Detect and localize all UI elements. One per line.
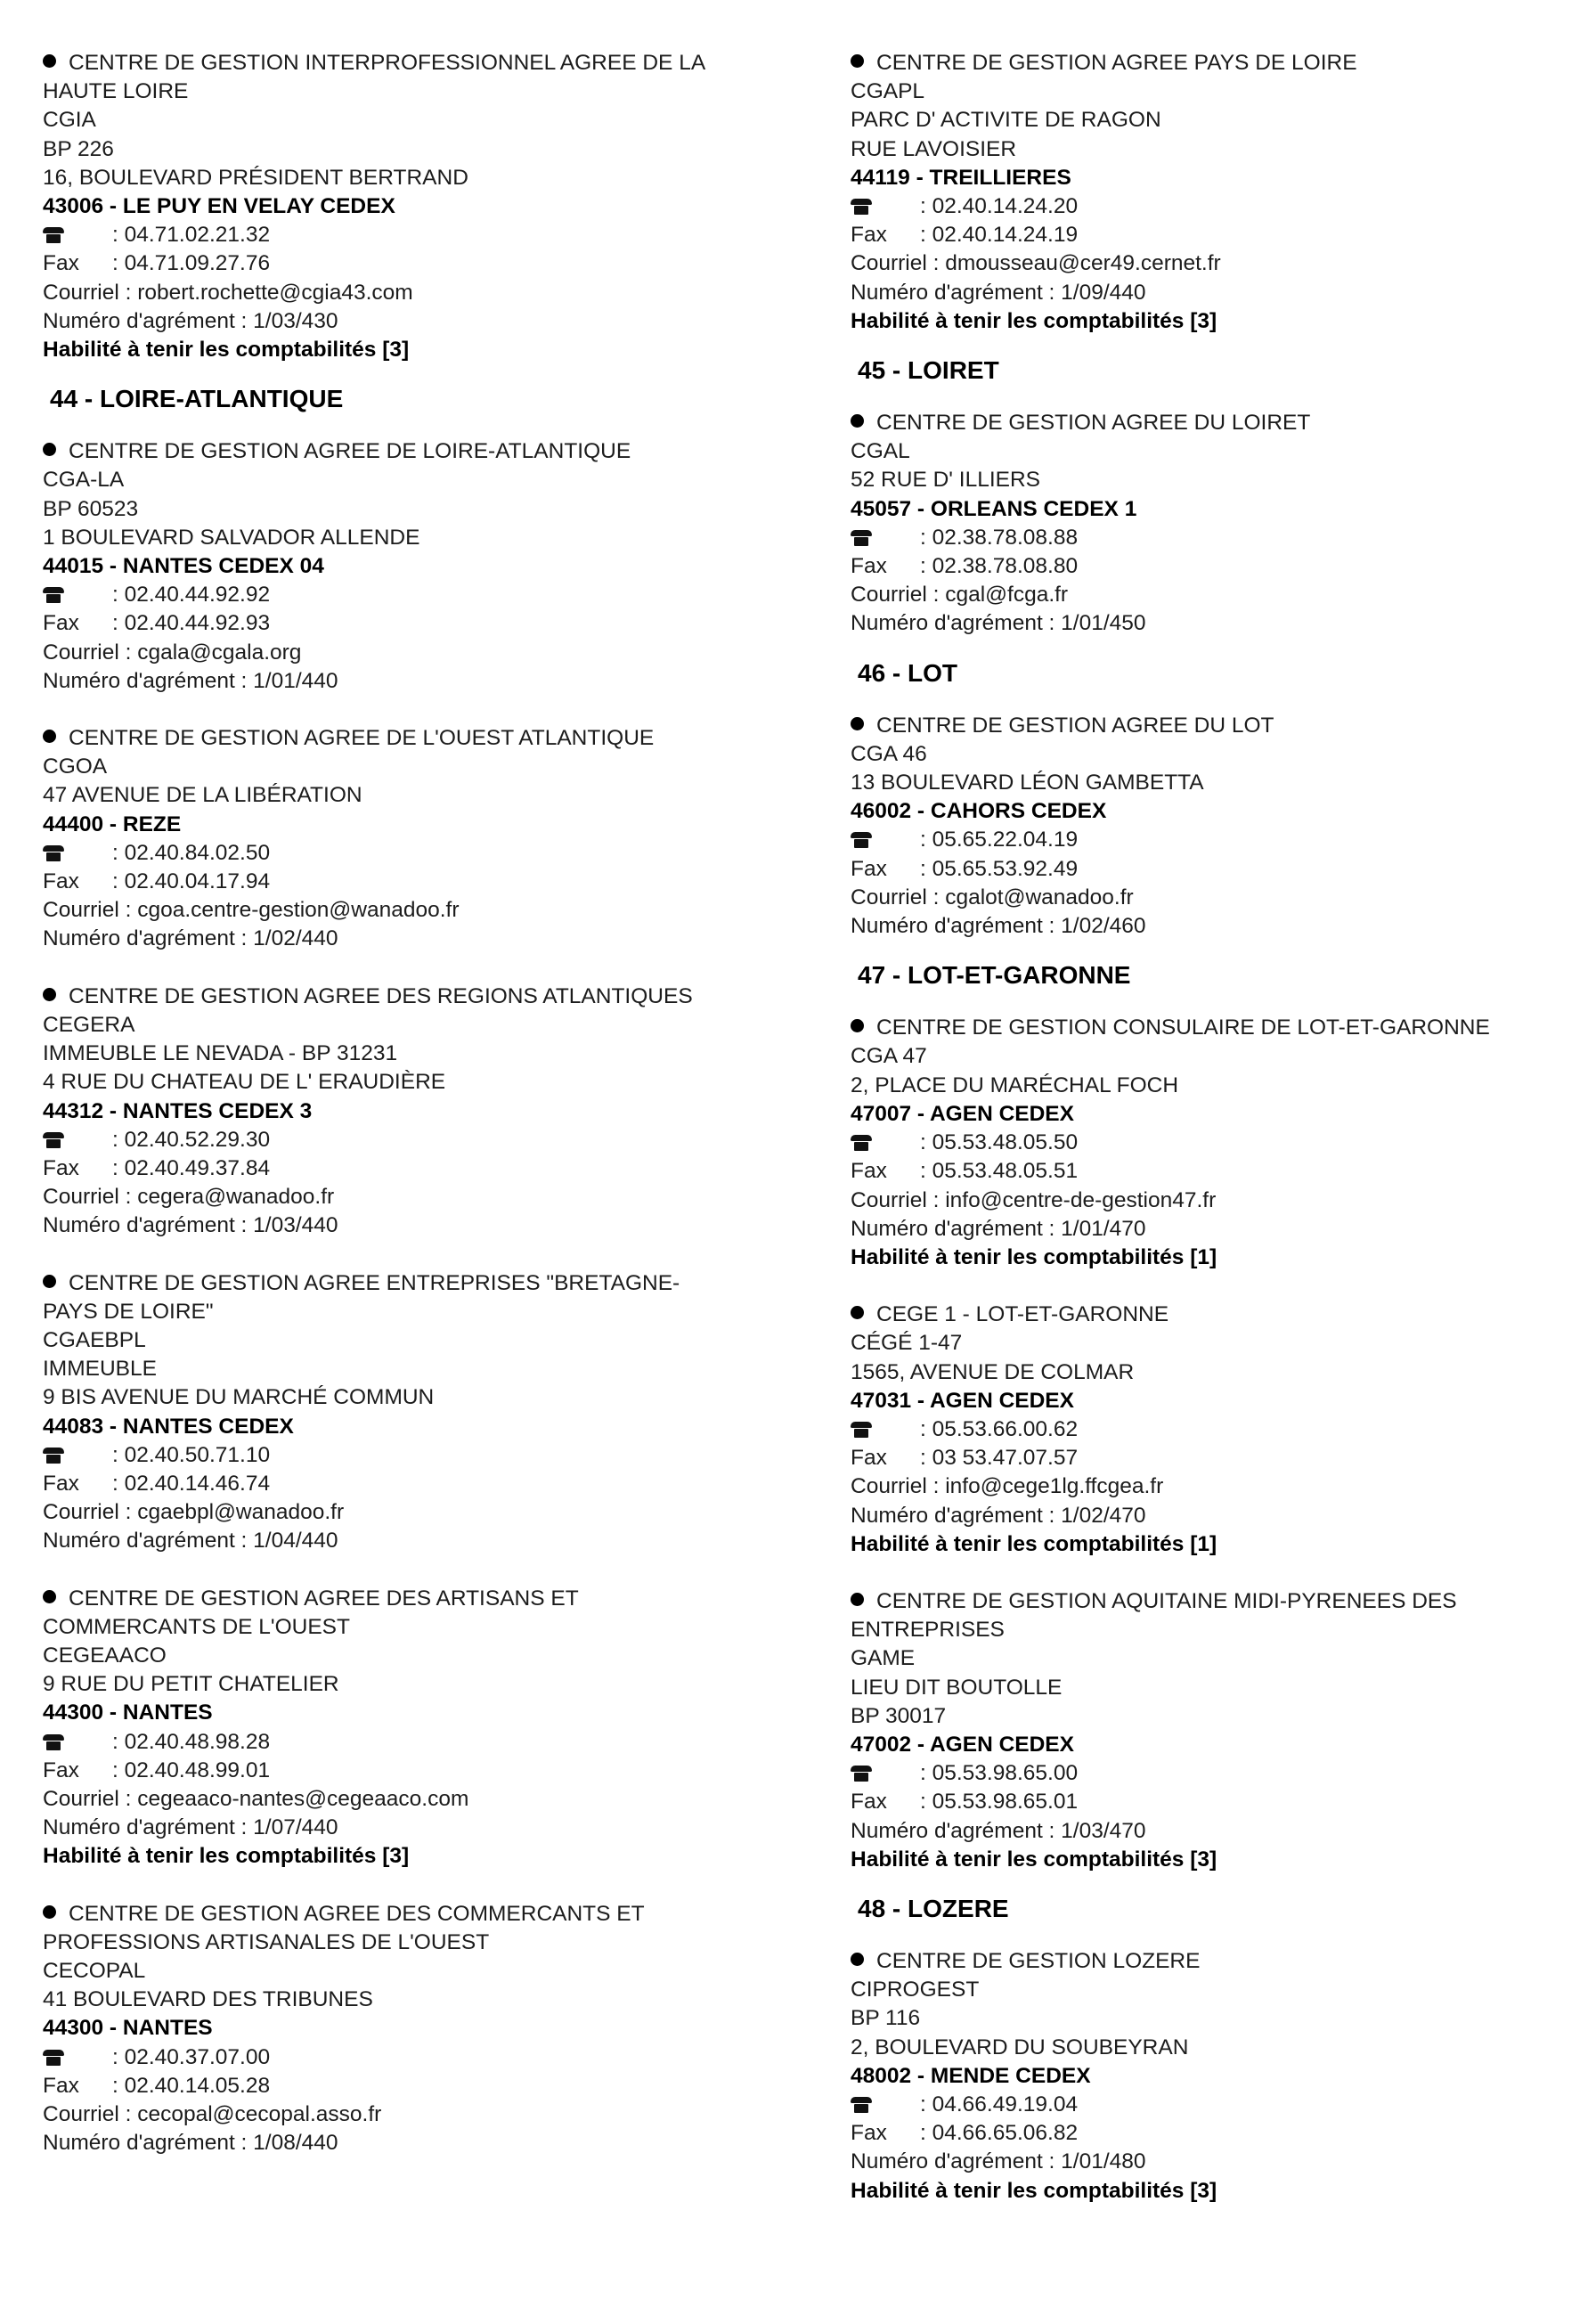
phone-number: : 02.40.37.07.00 (112, 2044, 271, 2069)
entry-city: 44119 - TREILLIERES (851, 165, 1071, 190)
entry-line-text: 2, BOULEVARD DU SOUBEYRAN (851, 2035, 1189, 2059)
entry-line-text: CGIA (43, 108, 96, 133)
entry-phone (43, 2043, 809, 2072)
entry-address-line (851, 1616, 1581, 1644)
fax-number: : 05.53.98.65.01 (920, 1790, 1079, 1815)
entry-line-text: BP 60523 (43, 496, 139, 521)
entry-agrement: Numéro d'agrément : 1/02/460 (851, 914, 1146, 939)
entry-line-text: GAME (851, 1646, 916, 1671)
phone-label (43, 221, 112, 249)
entry-address-line (851, 769, 1581, 797)
entry-fax (43, 868, 809, 896)
entry-line-text: CGA 47 (851, 1044, 927, 1069)
entry-name (851, 712, 1581, 740)
entry-line-text: PAYS DE LOIRE" (43, 1299, 214, 1324)
entry-email: Courriel : cgala@cgala.org (43, 640, 302, 665)
telephone-icon (851, 2097, 872, 2113)
directory-entry (851, 1014, 1581, 1272)
entry-line-text: CGA-LA (43, 468, 125, 493)
entry-agrement: Numéro d'agrément : 1/04/440 (43, 1529, 338, 1554)
entry-address-line (43, 781, 809, 810)
phone-label (43, 2043, 112, 2072)
entry-address-line (43, 1068, 809, 1097)
entry-address-line (43, 135, 809, 164)
entry-line-text: 16, BOULEVARD PRÉSIDENT BERTRAND (43, 165, 468, 190)
entry-address-line (43, 1929, 809, 1957)
fax-label: Fax (851, 223, 887, 248)
entry-name (43, 1585, 809, 1613)
entry-agrement: Numéro d'agrément : 1/02/440 (43, 926, 338, 951)
entry-name (851, 49, 1581, 77)
entry-line-text: CENTRE DE GESTION AGREE ENTREPRISES "BRETAGNE- (69, 1270, 680, 1295)
entry-name (43, 983, 809, 1011)
entry-name (851, 1301, 1581, 1329)
fax-label: Fax (851, 1159, 887, 1184)
entry-fax (851, 855, 1581, 884)
entry-phone (851, 524, 1581, 552)
fax-label: Fax (43, 2073, 79, 2098)
entry-address-line (43, 164, 809, 192)
fax-number: : 02.40.14.05.28 (112, 2073, 271, 2098)
entry-city: 48002 - MENDE CEDEX (851, 2063, 1091, 2088)
entry-agrement: Numéro d'agrément : 1/09/440 (851, 280, 1146, 305)
entry-line-text: CENTRE DE GESTION AGREE PAYS DE LOIRE (876, 51, 1357, 75)
entry-fax (851, 221, 1581, 249)
entry-line-text: CENTRE DE GESTION AGREE DU LOT (876, 713, 1274, 738)
fax-number: : 02.40.14.24.19 (920, 223, 1079, 248)
entry-line-text: COMMERCANTS DE L'OUEST (43, 1614, 350, 1639)
telephone-icon (43, 2050, 64, 2066)
phone-label (43, 581, 112, 609)
entry-address-line (851, 1042, 1581, 1071)
entry-address-line (43, 1670, 809, 1699)
entry-phone (43, 839, 809, 868)
entry-name (43, 49, 809, 77)
phone-number: : 02.40.44.92.92 (112, 583, 271, 608)
entry-address-line (43, 524, 809, 552)
entry-fax (851, 1157, 1581, 1186)
directory-entry (851, 49, 1581, 336)
entry-email: Courriel : cgaebpl@wanadoo.fr (43, 1500, 345, 1525)
entry-line-text: BP 30017 (851, 1703, 947, 1728)
fax-label: Fax (43, 1155, 79, 1180)
phone-number: : 04.71.02.21.32 (112, 223, 271, 248)
right-column (851, 49, 1581, 2234)
entry-line-text: CENTRE DE GESTION AQUITAINE MIDI-PYRENEES DES (876, 1588, 1457, 1613)
bullet-icon (43, 988, 56, 1001)
entry-city: 44400 - REZE (43, 811, 182, 836)
telephone-icon (851, 1135, 872, 1151)
phone-number: : 02.38.78.08.88 (920, 525, 1079, 550)
entry-city: 47007 - AGEN CEDEX (851, 1101, 1074, 1126)
entry-line-text: HAUTE LOIRE (43, 79, 189, 104)
phone-label (851, 1415, 920, 1444)
phone-number: : 02.40.48.98.28 (112, 1729, 271, 1754)
entry-address-line (851, 106, 1581, 135)
entry-email: Courriel : cegeaaco-nantes@cegeaaco.com (43, 1786, 469, 1811)
entry-address-line (851, 1329, 1581, 1358)
entry-agrement: Numéro d'agrément : 1/02/470 (851, 1503, 1146, 1528)
directory-entry (851, 1301, 1581, 1559)
fax-label: Fax (43, 869, 79, 894)
fax-number: : 02.40.14.46.74 (112, 1471, 271, 1496)
telephone-icon (851, 199, 872, 215)
entry-email: Courriel : cecopal@cecopal.asso.fr (43, 2102, 382, 2126)
directory-entry (851, 1587, 1581, 1874)
phone-label (851, 1129, 920, 1157)
entry-line-text: 52 RUE D' ILLIERS (851, 468, 1041, 493)
entry-address-line (43, 1642, 809, 1670)
entry-fax (851, 2119, 1581, 2148)
bullet-icon (43, 443, 56, 456)
entry-line-text: CGAEBPL (43, 1327, 146, 1352)
entry-city: 44015 - NANTES CEDEX 04 (43, 554, 324, 579)
fax-label: Fax (851, 856, 887, 881)
entry-line-text: ENTREPRISES (851, 1618, 1005, 1643)
bullet-icon (43, 1590, 56, 1603)
phone-label (43, 1126, 112, 1154)
fax-number: : 05.65.53.92.49 (920, 856, 1079, 881)
entry-address-line (43, 1298, 809, 1326)
phone-number: : 05.53.66.00.62 (920, 1416, 1079, 1441)
entry-line-text: CGOA (43, 754, 108, 779)
fax-number: : 02.38.78.08.80 (920, 554, 1079, 579)
entry-city: 44083 - NANTES CEDEX (43, 1414, 294, 1439)
phone-number: : 04.66.49.19.04 (920, 2092, 1079, 2116)
entry-agrement: Numéro d'agrément : 1/08/440 (43, 2131, 338, 2156)
entry-address-line (43, 1957, 809, 1986)
entry-line-text: 2, PLACE DU MARÉCHAL FOCH (851, 1072, 1179, 1097)
entry-line-text: 4 RUE DU CHATEAU DE L' ERAUDIÈRE (43, 1070, 446, 1095)
entry-line-text: LIEU DIT BOUTOLLE (851, 1675, 1063, 1700)
telephone-icon (43, 1448, 64, 1464)
fax-label: Fax (43, 251, 79, 276)
entry-line-text: 1 BOULEVARD SALVADOR ALLENDE (43, 525, 420, 550)
telephone-icon (43, 845, 64, 861)
telephone-icon (43, 227, 64, 243)
entry-address-line (43, 106, 809, 135)
fax-label: Fax (43, 611, 79, 636)
section-heading: 44 - LOIRE-ATLANTIQUE (50, 385, 344, 413)
bullet-icon (43, 54, 56, 68)
entry-address-line (851, 135, 1581, 164)
entry-line-text: CGAPL (851, 79, 925, 104)
fax-number: : 02.40.44.92.93 (112, 611, 271, 636)
entry-email: Courriel : dmousseau@cer49.cernet.fr (851, 251, 1221, 276)
entry-phone (43, 1728, 809, 1757)
entry-line-text: 1565, AVENUE DE COLMAR (851, 1359, 1135, 1384)
entry-name (43, 1900, 809, 1929)
entry-address-line (43, 495, 809, 524)
bullet-icon (43, 1275, 56, 1288)
entry-address-line (43, 466, 809, 494)
entry-name (43, 1269, 809, 1298)
entry-agrement: Numéro d'agrément : 1/03/470 (851, 1818, 1146, 1843)
entry-phone (43, 581, 809, 609)
directory-entry (851, 1947, 1581, 2206)
fax-label: Fax (43, 1758, 79, 1782)
directory-entry (43, 1900, 809, 2158)
entry-line-text: CENTRE DE GESTION INTERPROFESSIONNEL AGREE DE LA (69, 51, 706, 75)
entry-address-line (851, 740, 1581, 769)
entry-line-text: 47 AVENUE DE LA LIBÉRATION (43, 783, 362, 808)
entry-line-text: BP 226 (43, 136, 114, 161)
telephone-icon (851, 1422, 872, 1438)
directory-entry (851, 409, 1581, 639)
entry-line-text: CECOPAL (43, 1958, 146, 1983)
telephone-icon (43, 1132, 64, 1148)
phone-label (851, 1759, 920, 1788)
entry-line-text: CENTRE DE GESTION CONSULAIRE DE LOT-ET-GARONNE (876, 1015, 1490, 1040)
phone-number: : 02.40.84.02.50 (112, 840, 271, 865)
entry-line-text: CENTRE DE GESTION LOZERE (876, 1948, 1201, 1973)
entry-address-line (43, 1040, 809, 1068)
entry-address-line (851, 1674, 1581, 1702)
entry-address-line (43, 1613, 809, 1642)
entry-city: 47002 - AGEN CEDEX (851, 1732, 1074, 1757)
entry-city: 45057 - ORLEANS CEDEX 1 (851, 496, 1137, 521)
entry-fax (43, 609, 809, 638)
telephone-icon (43, 587, 64, 603)
entry-line-text: CENTRE DE GESTION AGREE DE L'OUEST ATLANTIQUE (69, 726, 655, 751)
entry-email: Courriel : robert.rochette@cgia43.com (43, 280, 413, 305)
entry-habilite: Habilité à tenir les comptabilités [3] (43, 338, 410, 363)
phone-number: : 02.40.14.24.20 (920, 194, 1079, 219)
entry-address-line (851, 1358, 1581, 1387)
directory-entry (43, 1269, 809, 1556)
fax-label: Fax (43, 1471, 79, 1496)
entry-fax (43, 2072, 809, 2100)
entry-name (43, 437, 809, 466)
entry-email: Courriel : cgoa.centre-gestion@wanadoo.fr (43, 898, 460, 923)
entry-line-text: CENTRE DE GESTION AGREE DES ARTISANS ET (69, 1586, 579, 1611)
entry-name (851, 409, 1581, 437)
entry-address-line (43, 1986, 809, 2014)
directory-entry (43, 437, 809, 696)
entry-fax (43, 1757, 809, 1785)
telephone-icon (851, 832, 872, 848)
entry-phone (43, 1441, 809, 1470)
entry-agrement: Numéro d'agrément : 1/01/440 (43, 668, 338, 693)
fax-label: Fax (851, 1446, 887, 1471)
entry-habilite: Habilité à tenir les comptabilités [3] (851, 1847, 1217, 1872)
phone-label (851, 192, 920, 221)
entry-address-line (851, 2004, 1581, 2033)
entry-email: Courriel : cegera@wanadoo.fr (43, 1185, 335, 1210)
entry-line-text: CENTRE DE GESTION AGREE DES REGIONS ATLANTIQUES (69, 983, 693, 1008)
bullet-icon (43, 730, 56, 743)
entry-line-text: 41 BOULEVARD DES TRIBUNES (43, 1987, 373, 2012)
entry-address-line (851, 1072, 1581, 1100)
entry-line-text: CEGEAACO (43, 1643, 167, 1668)
section-heading: 46 - LOT (858, 658, 958, 687)
entry-line-text: CGA 46 (851, 741, 927, 766)
entry-fax (851, 1788, 1581, 1816)
entry-address-line (43, 1355, 809, 1383)
entry-line-text: 13 BOULEVARD LÉON GAMBETTA (851, 771, 1204, 795)
entry-line-text: CEGERA (43, 1012, 135, 1037)
entry-line-text: RUE LAVOISIER (851, 136, 1017, 161)
entry-agrement: Numéro d'agrément : 1/03/430 (43, 308, 338, 333)
entry-habilite: Habilité à tenir les comptabilités [1] (851, 1531, 1217, 1556)
phone-label (43, 1441, 112, 1470)
entry-email: Courriel : cgalot@wanadoo.fr (851, 885, 1134, 909)
entry-phone (851, 826, 1581, 854)
phone-label (851, 2091, 920, 2119)
fax-number: : 03 53.47.07.57 (920, 1446, 1079, 1471)
entry-address-line (851, 466, 1581, 494)
entry-line-text: CENTRE DE GESTION AGREE DES COMMERCANTS ET (69, 1901, 645, 1926)
entry-habilite: Habilité à tenir les comptabilités [3] (851, 308, 1217, 333)
bullet-icon (851, 717, 864, 730)
left-column (43, 49, 809, 2186)
fax-number: : 02.40.48.99.01 (112, 1758, 271, 1782)
entry-address-line (43, 77, 809, 106)
entry-email: Courriel : info@centre-de-gestion47.fr (851, 1187, 1217, 1212)
entry-phone (851, 1759, 1581, 1788)
entry-line-text: 9 RUE DU PETIT CHATELIER (43, 1672, 339, 1697)
entry-city: 44300 - NANTES (43, 1700, 213, 1725)
entry-line-text: CIPROGEST (851, 1978, 980, 2002)
entry-agrement: Numéro d'agrément : 1/01/480 (851, 2149, 1146, 2174)
entry-fax (43, 1154, 809, 1183)
entry-fax (43, 249, 809, 278)
bullet-icon (851, 414, 864, 428)
entry-line-text: CENTRE DE GESTION AGREE DU LOIRET (876, 411, 1311, 436)
fax-number: : 05.53.48.05.51 (920, 1159, 1079, 1184)
fax-number: : 02.40.49.37.84 (112, 1155, 271, 1180)
entry-city: 44312 - NANTES CEDEX 3 (43, 1098, 313, 1123)
entry-address-line (851, 77, 1581, 106)
entry-line-text: PARC D' ACTIVITE DE RAGON (851, 108, 1161, 133)
entry-name (851, 1014, 1581, 1042)
directory-entry (43, 983, 809, 1241)
section-heading: 47 - LOT-ET-GARONNE (858, 961, 1131, 990)
bullet-icon (851, 1306, 864, 1319)
fax-number: : 04.66.65.06.82 (920, 2121, 1079, 2146)
entry-city: 43006 - LE PUY EN VELAY CEDEX (43, 194, 395, 219)
directory-entry (43, 49, 809, 364)
telephone-icon (43, 1734, 64, 1750)
entry-line-text: CGAL (851, 439, 910, 464)
entry-fax (851, 1444, 1581, 1472)
entry-line-text: CÉGÉ 1-47 (851, 1331, 963, 1356)
directory-entry (851, 712, 1581, 942)
directory-entry (43, 1585, 809, 1872)
phone-label (851, 524, 920, 552)
directory-entry (43, 724, 809, 954)
entry-city: 47031 - AGEN CEDEX (851, 1388, 1074, 1413)
entry-address-line (851, 1702, 1581, 1731)
entry-address-line (43, 1326, 809, 1355)
entry-line-text: CENTRE DE GESTION AGREE DE LOIRE-ATLANTIQUE (69, 439, 631, 464)
entry-name (851, 1947, 1581, 1976)
entry-city: 44300 - NANTES (43, 2016, 213, 2041)
section-heading: 48 - LOZERE (858, 1894, 1009, 1922)
phone-label (43, 839, 112, 868)
telephone-icon (851, 530, 872, 546)
entry-habilite: Habilité à tenir les comptabilités [3] (851, 2178, 1217, 2203)
fax-label: Fax (851, 554, 887, 579)
entry-line-text: PROFESSIONS ARTISANALES DE L'OUEST (43, 1929, 490, 1954)
bullet-icon (43, 1905, 56, 1919)
entry-phone (43, 1126, 809, 1154)
entry-email: Courriel : info@cege1lg.ffcgea.fr (851, 1474, 1164, 1499)
fax-number: : 04.71.09.27.76 (112, 251, 271, 276)
phone-label (851, 826, 920, 854)
entry-name (43, 724, 809, 753)
entry-agrement: Numéro d'agrément : 1/07/440 (43, 1815, 338, 1840)
entry-name (851, 1587, 1581, 1616)
entry-line-text: BP 116 (851, 2006, 921, 2031)
entry-agrement: Numéro d'agrément : 1/03/440 (43, 1213, 338, 1238)
entry-address-line (851, 1976, 1581, 2004)
entry-address-line (43, 753, 809, 781)
entry-address-line (851, 2034, 1581, 2062)
entry-line-text: CEGE 1 - LOT-ET-GARONNE (876, 1302, 1169, 1327)
phone-number: : 05.53.48.05.50 (920, 1130, 1079, 1155)
entry-address-line (851, 437, 1581, 466)
entry-address-line (43, 1383, 809, 1412)
fax-number: : 02.40.04.17.94 (112, 869, 271, 894)
bullet-icon (851, 1953, 864, 1966)
entry-phone (851, 192, 1581, 221)
phone-number: : 02.40.52.29.30 (112, 1127, 271, 1152)
bullet-icon (851, 1019, 864, 1032)
entry-agrement: Numéro d'agrément : 1/01/450 (851, 611, 1146, 636)
entry-line-text: 9 BIS AVENUE DU MARCHÉ COMMUN (43, 1385, 435, 1410)
entry-fax (43, 1470, 809, 1498)
bullet-icon (851, 1593, 864, 1606)
phone-number: : 02.40.50.71.10 (112, 1442, 271, 1467)
phone-number: : 05.53.98.65.00 (920, 1761, 1079, 1786)
entry-city: 46002 - CAHORS CEDEX (851, 799, 1107, 824)
entry-habilite: Habilité à tenir les comptabilités [1] (851, 1244, 1217, 1269)
telephone-icon (851, 1766, 872, 1782)
bullet-icon (851, 54, 864, 68)
entry-line-text: IMMEUBLE LE NEVADA - BP 31231 (43, 1041, 398, 1066)
entry-habilite: Habilité à tenir les comptabilités [3] (43, 1844, 410, 1869)
entry-phone (851, 1415, 1581, 1444)
fax-label: Fax (851, 1790, 887, 1815)
entry-email: Courriel : cgal@fcga.fr (851, 583, 1069, 608)
phone-number: : 05.65.22.04.19 (920, 828, 1079, 852)
phone-label (43, 1728, 112, 1757)
entry-phone (851, 1129, 1581, 1157)
entry-line-text: IMMEUBLE (43, 1357, 157, 1382)
section-heading: 45 - LOIRET (858, 356, 999, 385)
entry-phone (851, 2091, 1581, 2119)
entry-agrement: Numéro d'agrément : 1/01/470 (851, 1216, 1146, 1241)
entry-phone (43, 221, 809, 249)
entry-address-line (43, 1011, 809, 1040)
fax-label: Fax (851, 2121, 887, 2146)
entry-fax (851, 552, 1581, 581)
entry-address-line (851, 1644, 1581, 1673)
